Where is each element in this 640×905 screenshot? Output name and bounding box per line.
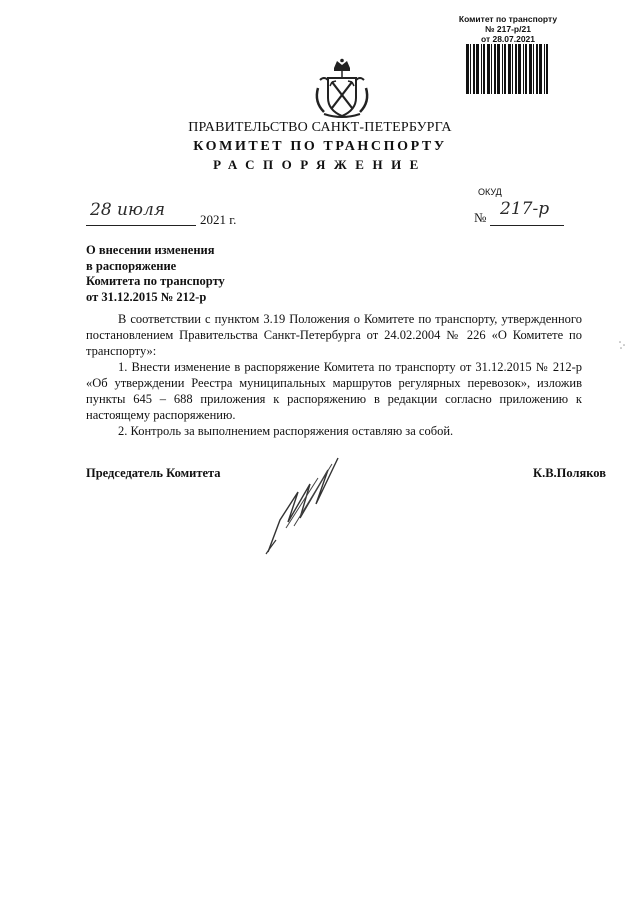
barcode-bar [494,44,496,94]
stamp-line-number: № 217-р/21 [485,24,531,34]
barcode-bar [523,44,524,94]
subject-line: Комитета по транспорту [86,274,225,288]
document-subject [86,243,225,305]
subject-line: от 31.12.2015 № 212-р [86,289,207,304]
scan-margin-marks [618,338,628,350]
stamp-line-committee: Комитет по транспорту [458,14,558,24]
barcode-bar [504,44,506,94]
barcode-bar [487,44,490,94]
stamp-line-date: от 28.07.2021 [480,34,536,44]
subject-line: в распоряжение [86,258,177,273]
barcode-bar [529,44,532,94]
government-title: ПРАВИТЕЛЬСТВО САНКТ-ПЕТЕРБУРГА [188,120,452,135]
barcode-bar [476,44,479,94]
barcode-bar [539,44,542,94]
order-item-2: 2. Контроль за выполнением распоряжения оставляю за собой. [118,424,454,438]
barcode [466,44,550,94]
document-body [86,311,582,439]
okud-label: ОКУД [478,187,502,197]
document-type-title: РАСПОРЯЖЕНИЕ [213,157,427,172]
barcode-bar [481,44,482,94]
barcode-bar [497,44,500,94]
barcode-bar [466,44,469,94]
handwritten-date: 28 июля [90,200,166,220]
barcode-bar [533,44,534,94]
city-coat-of-arms-icon [310,58,374,120]
order-item-1: 1. Внести изменение в распоряжение Комитета по транспорту от 31.12.2015 № 212-р «Об утверждении Реестра муниципальных маршрутов регулярных перевозок», изложив пункты 645 – 688 приложения к распоряжению в редакции согласно приложению к настоящему распоряжению. [86,360,582,422]
barcode-bar [515,44,517,94]
barcode-bar [470,44,471,94]
barcode-bar [473,44,475,94]
signer-position: Председатель Комитета [86,466,221,480]
barcode-bar [536,44,538,94]
registration-stamp [448,14,568,44]
signer-name: К.В.Поляков [533,466,606,480]
barcode-bar [512,44,513,94]
committee-title: КОМИТЕТ ПО ТРАНСПОРТУ [193,139,447,154]
handwritten-number: 217-р [500,199,550,219]
barcode-bar [502,44,503,94]
date-year: 2021 г. [200,212,237,227]
subject-line: О внесении изменения [86,243,215,257]
barcode-bar [491,44,492,94]
barcode-bar [508,44,511,94]
barcode-bar [518,44,521,94]
barcode-bar [525,44,527,94]
preamble-paragraph: В соответствии с пунктом 3.19 Положения о Комитете по транспорту, утвержденного постановлением Правительства Санкт-Петербурга от 24.02.2004 № 226 «О Комитете по транспорту»: [86,312,582,358]
barcode-bar [546,44,548,94]
handwritten-signature [258,448,368,558]
barcode-bar [483,44,485,94]
barcode-bar [544,44,545,94]
number-label: № [474,210,487,225]
